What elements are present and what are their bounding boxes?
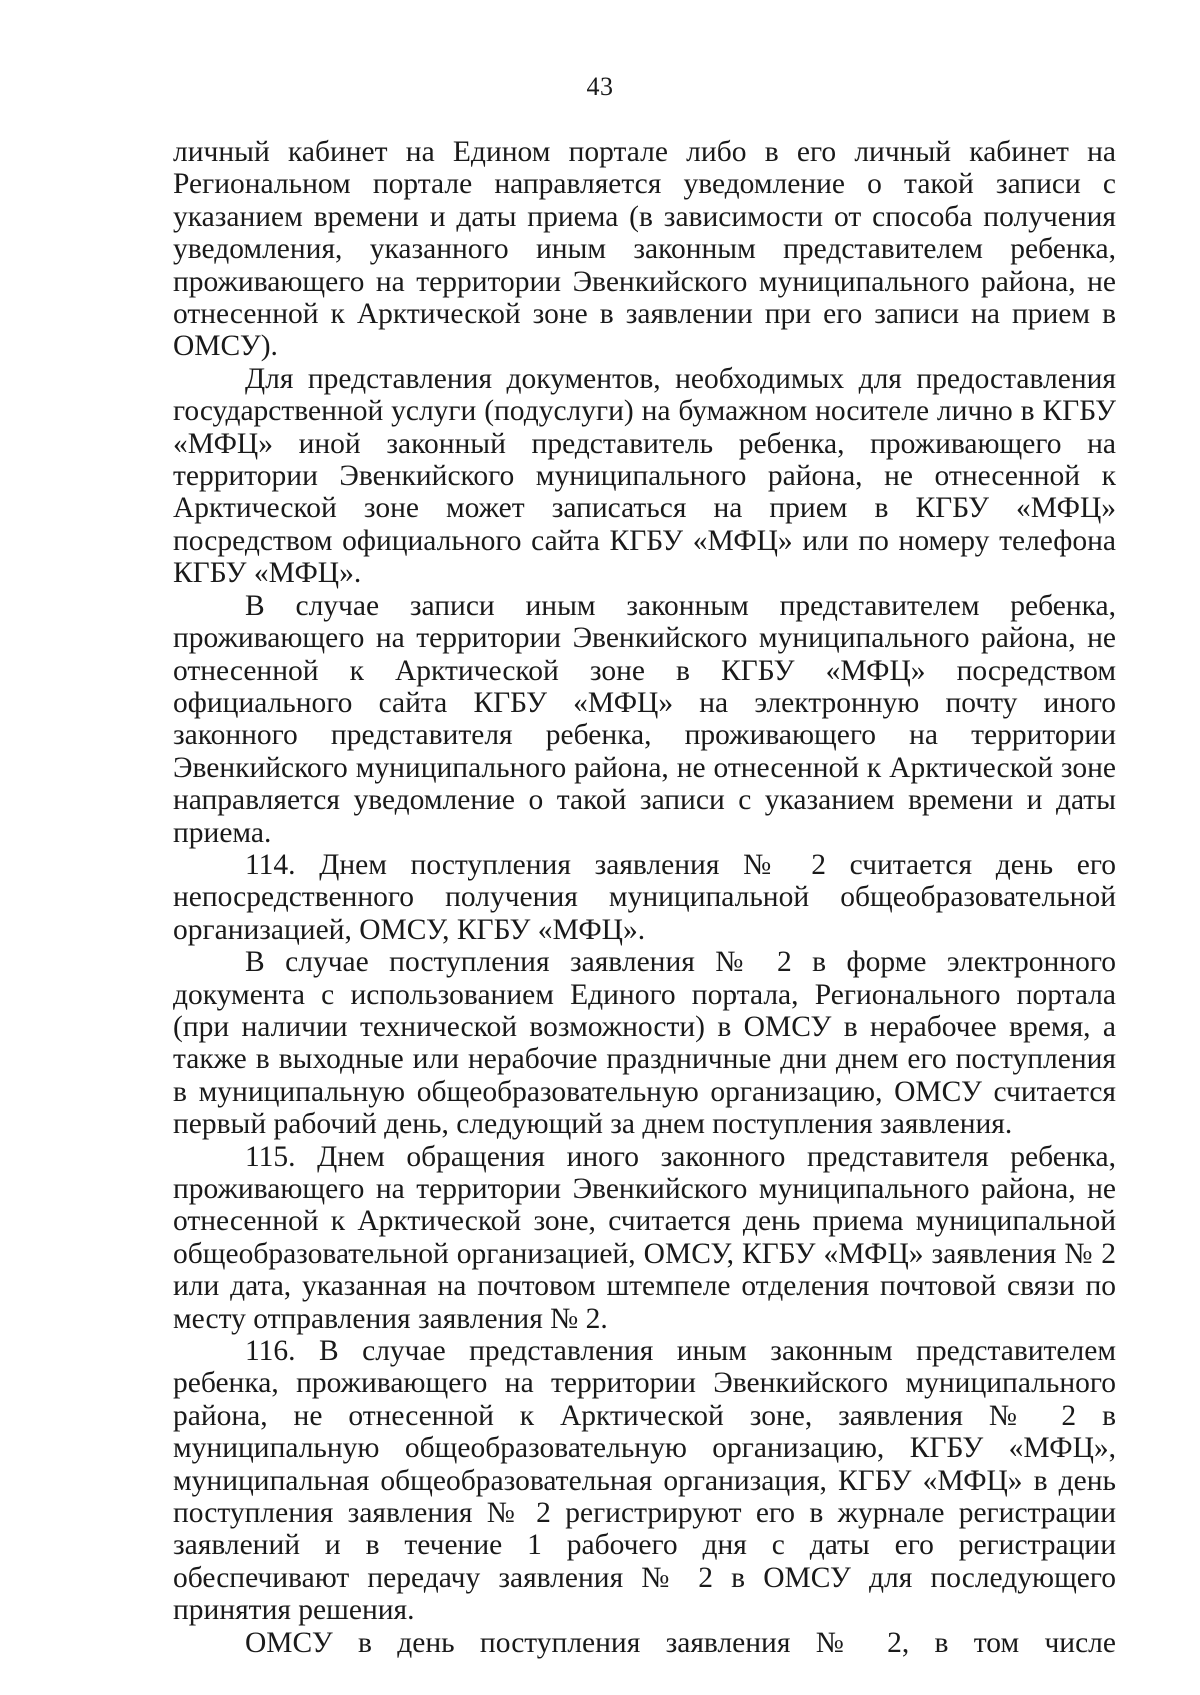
paragraph-item-116: 116. В случае представления иным законным представителем ребенка, проживающего на территории Эвенкийского муниципального района, не отнесенной к Арктической зоне, заявления № 2 в муниципальную общеобразовательную организацию, КГБУ «МФЦ», муниципальная общеобразовательная организация, КГБУ «МФЦ» в день поступления заявления № 2 регистрируют его в журнале регистрации заявлений и в течение 1 рабочего дня с даты его регистрации обеспечивают передачу заявления № 2 в ОМСУ для последующего принятия решения. bbox=[173, 1335, 1116, 1627]
paragraph-mfc-appointment: Для представления документов, необходимых для предоставления государственной услуги (подуслуги) на бумажном носителе лично в КГБУ «МФЦ» иной законный представитель ребенка, проживающего на территории Эвенкийского муниципального района, не отнесенной к Арктической зоне может записаться на прием в КГБУ «МФЦ» посредством официального сайта КГБУ «МФЦ» или по номеру телефона КГБУ «МФЦ». bbox=[173, 362, 1116, 590]
paragraph-mfc-notification: В случае записи иным законным представителем ребенка, проживающего на территории Эвенкийского муниципального района, не отнесенной к Арктической зоне в КГБУ «МФЦ» посредством официального сайта КГБУ «МФЦ» на электронную почту иного законного представителя ребенка, проживающего на территории Эвенкийского муниципального района, не отнесенной к Арктической зоне направляется уведомление о такой записи с указанием времени и даты приема. bbox=[173, 589, 1116, 849]
document-body bbox=[173, 136, 1116, 1659]
page-number: 43 bbox=[586, 72, 614, 101]
paragraph-omsu-start: ОМСУ в день поступления заявления № 2, в том числе bbox=[245, 1626, 1116, 1659]
paragraph-item-114: 114. Днем поступления заявления № 2 считается день его непосредственного получения муниципальной общеобразовательной организацией, ОМСУ, КГБУ «МФЦ». bbox=[173, 848, 1116, 946]
paragraph-continuation: личный кабинет на Едином портале либо в его личный кабинет на Региональном портале направляется уведомление о такой записи с указанием времени и даты приема (в зависимости от способа получения уведомления, указанного иным законным представителем ребенка, проживающего на территории Эвенкийского муниципального района, не отнесенной к Арктической зоне в заявлении при его записи на прием в ОМСУ). bbox=[173, 136, 1116, 363]
paragraph-item-115: 115. Днем обращения иного законного представителя ребенка, проживающего на территории Эвенкийского муниципального района, не отнесенной к Арктической зоне, считается день приема муниципальной общеобразовательной организацией, ОМСУ, КГБУ «МФЦ» заявления № 2 или дата, указанная на почтовом штемпеле отделения почтовой связи по месту отправления заявления № 2. bbox=[173, 1140, 1116, 1335]
paragraph-electronic-submission: В случае поступления заявления № 2 в форме электронного документа с использованием Единого портала, Регионального портала (при наличии технической возможности) в ОМСУ в нерабочее время, а также в выходные или нерабочие праздничные дни днем его поступления в муниципальную общеобразовательную организацию, ОМСУ считается первый рабочий день, следующий за днем поступления заявления. bbox=[173, 946, 1116, 1141]
